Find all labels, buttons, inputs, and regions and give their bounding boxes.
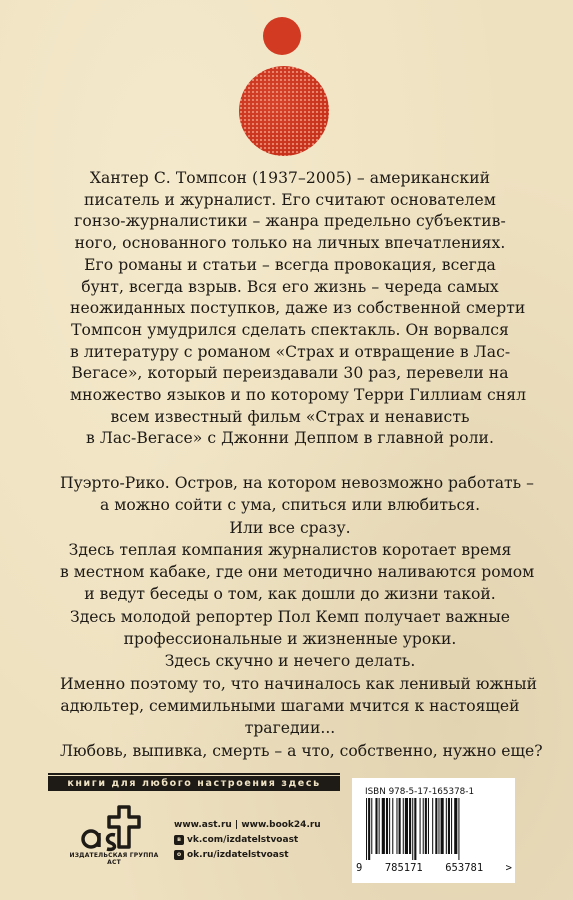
barcode-bar <box>451 798 452 854</box>
barcode-bar <box>448 798 450 854</box>
barcode-bar <box>399 798 401 854</box>
barcode-bar <box>423 798 424 854</box>
barcode-bar <box>441 798 444 854</box>
barcode-bar <box>392 798 393 854</box>
blurb-line: и ведут беседы о том, как дошли до жизни такой. <box>84 585 496 604</box>
bio-line: множество языков и по которому Терри Гиллиам снял <box>70 386 527 405</box>
barcode-bar <box>386 798 388 854</box>
vk-link[interactable] <box>174 832 321 847</box>
barcode-bar <box>405 798 408 854</box>
bio-line: Вегасе», который переиздавали 30 раз, перевели на <box>71 364 509 383</box>
barcode-bar <box>454 798 457 854</box>
barcode-bar <box>420 798 421 854</box>
bio-line: в литературу с романом «Страх и отвращение в Лас- <box>70 342 511 361</box>
footer-rule <box>48 773 340 775</box>
publisher-caption: ИЗДАТЕЛЬСКАЯ ГРУППА АСТ <box>69 852 159 866</box>
barcode-bar <box>366 798 367 860</box>
blurb-line: Пуэрто-Рико. Остров, на котором невозможно работать – <box>60 474 534 492</box>
barcode-digits <box>356 862 512 874</box>
bio-line: ного, основанного только на личных впечатлениях. <box>74 234 506 253</box>
blurb-line: адюльтер, семимильными шагами мчится к настоящей <box>60 696 520 715</box>
websites-link[interactable]: www.ast.ru | www.book24.ru <box>174 819 321 830</box>
bio-line: всем известный фильм «Страх и ненависть <box>110 407 470 426</box>
barcode-bar <box>379 798 380 854</box>
large-halftone-red-circle <box>239 66 329 156</box>
ok-link[interactable] <box>174 847 321 862</box>
barcode-digit-group: > <box>505 862 512 874</box>
blurb-line: в местном кабаке, где они методично наливаются ромом <box>60 563 535 582</box>
barcode-bar <box>371 798 372 854</box>
barcode-bar <box>446 798 447 854</box>
barcode-bar <box>438 798 439 854</box>
small-red-circle <box>263 17 301 55</box>
barcode-bar <box>389 798 390 854</box>
barcode-bar <box>368 798 370 860</box>
barcode-bar <box>435 798 437 854</box>
barcode-bar <box>403 798 404 854</box>
ok-url: ok.ru/izdatelstvoast <box>187 849 289 860</box>
blurb-line: а можно сойти с ума, спиться или влюбиться. <box>99 496 481 515</box>
isbn-text: ISBN 978-5-17-165378-1 <box>365 787 475 797</box>
barcode-bar <box>412 798 413 860</box>
bio-line: Хантер С. Томпсон (1937–2005) – американский <box>89 169 491 187</box>
publisher-contacts <box>174 817 321 862</box>
author-biography <box>70 168 527 450</box>
vk-url: vk.com/izdatelstvoast <box>187 834 299 845</box>
footer-tagline: книги для любого настроения здесь <box>48 776 340 791</box>
book-blurb <box>60 472 543 762</box>
vk-icon: в <box>174 835 184 845</box>
blurb-line: Именно поэтому то, что начиналось как ленивый южный <box>60 674 537 693</box>
barcode-bar <box>409 798 411 854</box>
bio-line: неожиданных поступков, даже из собственной смерти <box>70 299 526 318</box>
blurb-line: Любовь, выпивка, смерть – а что, собственно, нужно еще? <box>60 741 543 760</box>
barcode-bar <box>414 798 416 860</box>
blurb-line: Здесь теплая компания журналистов коротает время <box>68 540 512 559</box>
barcode-bar <box>382 798 385 854</box>
blurb-line: Здесь скучно и нечего делать. <box>164 652 416 671</box>
barcode-bar <box>458 798 459 860</box>
barcode-bar <box>428 798 429 854</box>
barcode-digit-group: 653781 <box>445 862 484 874</box>
blurb-line: Или все сразу. <box>229 518 351 537</box>
bio-line: писатель и журналист. Его считают основателем <box>84 190 496 209</box>
barcode-digit-group: 9 <box>356 862 363 874</box>
bio-line: гонзо-журналистики – жанра предельно субъектив- <box>74 212 506 231</box>
barcode-bar <box>425 798 427 854</box>
barcode-bar <box>375 798 377 854</box>
barcode-digit-group: 785171 <box>384 862 423 874</box>
bio-line: Томпсон умудрился сделать спектакль. Он ворвался <box>71 320 509 339</box>
bio-line: Его романы и статьи – всегда провокация, всегда <box>84 255 496 274</box>
barcode-icon <box>364 798 504 860</box>
ok-icon: о <box>174 850 184 860</box>
barcode-bar <box>396 798 397 854</box>
blurb-line: профессиональные и жизненные уроки. <box>123 630 457 649</box>
bio-line: в Лас-Вегасе» с Джонни Деппом в главной роли. <box>86 429 494 448</box>
bio-line: бунт, всегда взрыв. Вся его жизнь – череда самых <box>81 277 499 296</box>
blurb-line: Здесь молодой репортер Пол Кемп получает важные <box>69 607 510 626</box>
barcode-bar <box>432 798 433 854</box>
blurb-line: трагедии... <box>244 719 336 738</box>
